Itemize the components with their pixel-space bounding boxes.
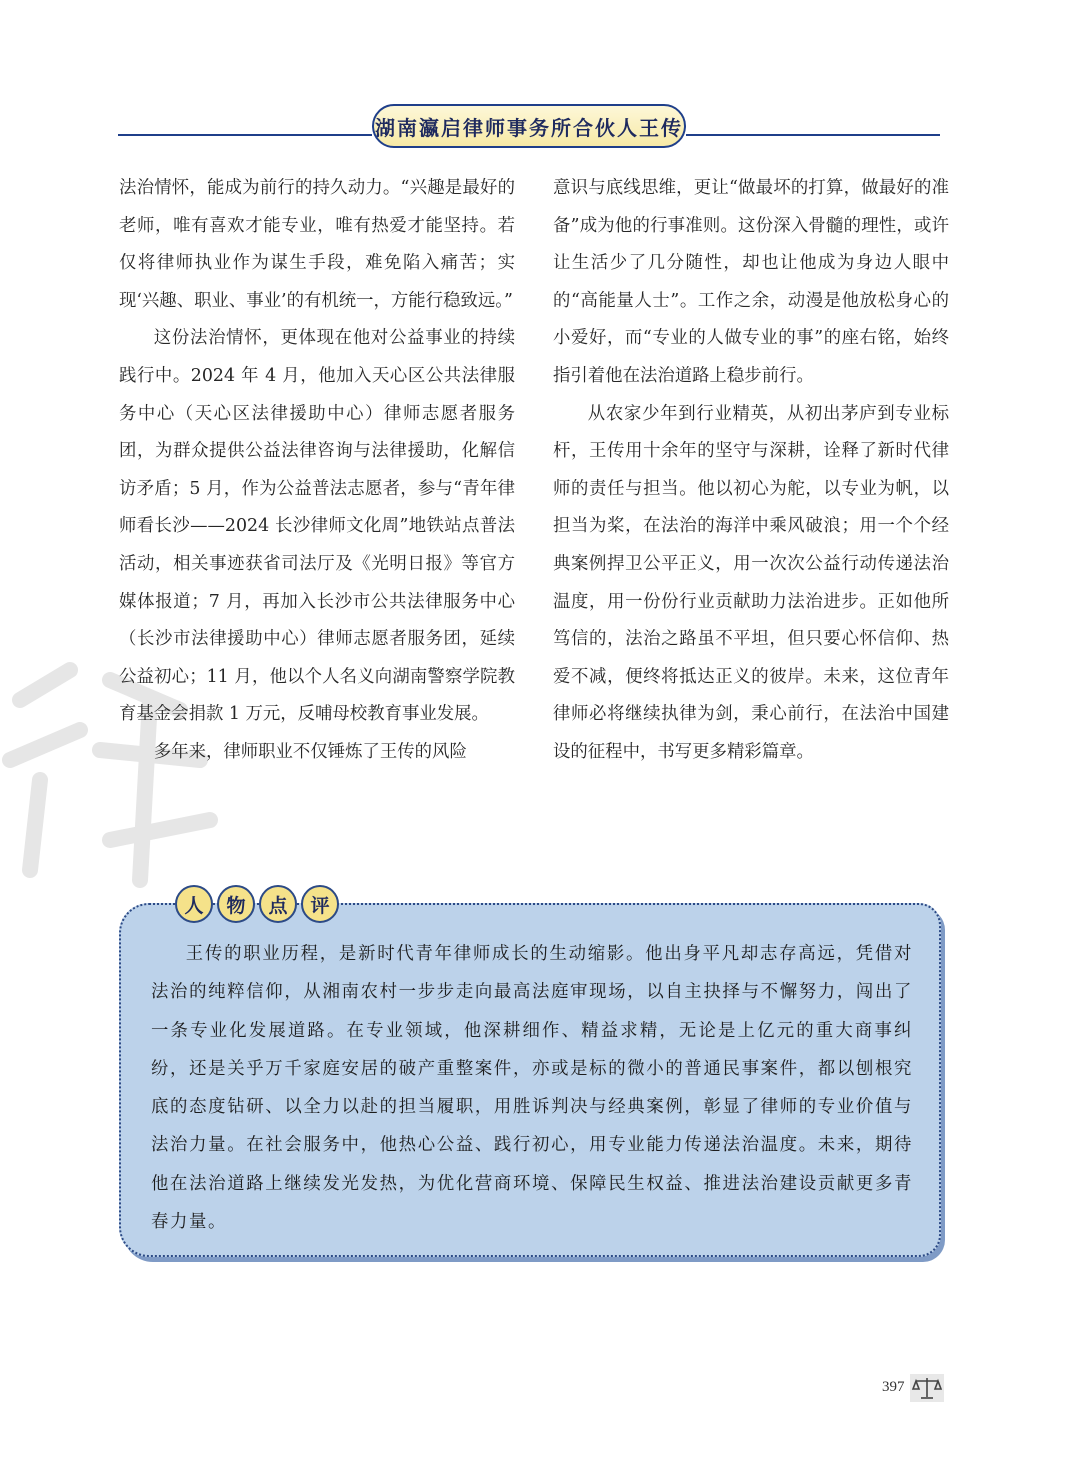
review-tag-char: 评	[301, 885, 339, 923]
header-rule-left	[118, 134, 372, 136]
review-box	[119, 903, 941, 1257]
review-tag-char: 人	[175, 885, 213, 923]
article-column-left	[119, 170, 515, 772]
paragraph: 多年来，律师职业不仅锤炼了王传的风险	[153, 741, 467, 762]
review-tag-char: 物	[217, 885, 255, 923]
review-text: 王传的职业历程，是新时代青年律师成长的生动缩影。他出身平凡却志存高远，凭借对法治的纯粹信仰，从湘南农村一步步走向最高法庭审现场，以自主抉择与不懈努力，闯出了一条专业化发展道路。在专业领域，他深耕细作、精益求精，无论是上亿元的重大商事纠纷，还是关乎万千家庭安居的破产重整案件，亦或是标的微小的普通民事案件，都以刨根究底的态度钻研、以全力以赴的担当履职，用胜诉判决与经典案例，彰显了律师的专业价值与法治力量。在社会服务中，他热心公益、践行初心，用专业能力传递法治温度。未来，期待他在法治道路上继续发光发热，为优化营商环境、保障民生权益、推进法治建设贡献更多青春力量。	[151, 944, 913, 1233]
header-rule-right	[686, 134, 940, 136]
article-column-right	[553, 170, 949, 772]
review-tag-char: 点	[259, 885, 297, 923]
page-number: 397	[882, 1379, 905, 1395]
paragraph: 这份法治情怀，更体现在他对公益事业的持续践行中。2024 年 4 月，他加入天心区公共法律服务中心（天心区法律援助中心）律师志愿者服务团，为群众提供公益法律咨询与法律援助，化解信访矛盾；5 月，作为公益普法志愿者，参与“青年律师看长沙——2024 长沙律师文化周”地铁站点普法活动，相关事迹获省司法厅及《光明日报》等官方媒体报道；7 月，再加入长沙市公共法律服务中心（长沙市法律援助中心）律师志愿者服务团，延续公益初心；11 月，他以个人名义向湖南警察学院教育基金会捐款 1 万元，反哺母校教育事业发展。	[119, 328, 515, 725]
paragraph: 法治情怀，能成为前行的持久动力。“兴趣是最好的老师，唯有喜欢才能专业，唯有热爱才能坚持。若仅将律师执业作为谋生手段，难免陷入痛苦；实现‘兴趣、职业、事业’的有机统一，方能行稳致远。”	[119, 178, 515, 311]
page-header	[118, 104, 940, 148]
header-title: 湖南瀛启律师事务所合伙人王传	[372, 104, 686, 148]
review-tag	[175, 885, 353, 927]
paragraph: 从农家少年到行业精英，从初出茅庐到专业标杆，王传用十余年的坚守与深耕，诠释了新时代律师的责任与担当。他以初心为舵，以专业为帆，以担当为桨，在法治的海洋中乘风破浪；用一个个经典案例捍卫公平正义，用一次次公益行动传递法治温度，用一份份行业贡献助力法治进步。正如他所笃信的，法治之路虽不平坦，但只要心怀信仰、热爱不减，便终将抵达正义的彼岸。未来，这位青年律师必将继续执律为剑，秉心前行，在法治中国建设的征程中，书写更多精彩篇章。	[553, 403, 949, 762]
paragraph: 意识与底线思维，更让“做最坏的打算，做最好的准备”成为他的行事准则。这份深入骨髓的理性，或许让生活少了几分随性，却也让他成为身边人眼中的“高能量人士”。工作之余，动漫是他放松身心的小爱好，而“专业的人做专业的事”的座右铭，始终指引着他在法治道路上稳步前行。	[553, 178, 949, 386]
scales-of-justice-icon	[910, 1374, 944, 1402]
